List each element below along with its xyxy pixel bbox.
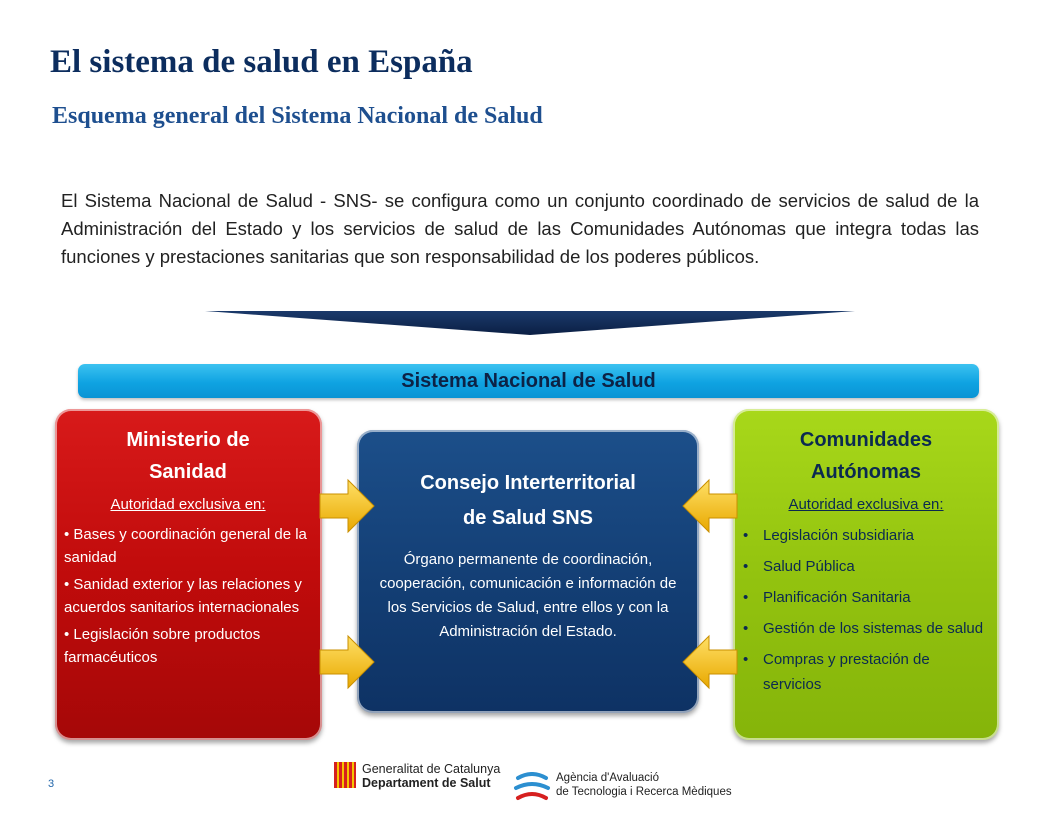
list-item: • Sanidad exterior y las relaciones y acuerdos sanitarios internacionales	[64, 576, 302, 616]
ministerio-list	[64, 523, 312, 669]
page-title: El sistema de salud en España	[50, 44, 473, 80]
list-item: • Compras y prestación de servicios	[743, 651, 930, 693]
consejo-description: Órgano permanente de coordinación, cooperación, comunicación e información de los Servicios de Salud, entre ellos y con la Administración del Estado.	[379, 551, 677, 640]
comunidades-box	[733, 409, 999, 740]
comunidades-list	[743, 523, 989, 697]
generalitat-text: Generalitat de Catalunya Departament de Salut	[362, 762, 501, 790]
ministerio-box	[55, 409, 322, 740]
consejo-title: Consejo Interterritorial de Salud SNS	[420, 472, 636, 529]
arrow-left-icon	[679, 632, 739, 692]
list-item: • Planificación Sanitaria	[743, 589, 911, 606]
list-item: • Legislación subsidiaria	[743, 527, 914, 544]
comunidades-title: Comunidades Autónomas	[799, 429, 933, 483]
comunidades-subheading: Autoridad exclusiva en:	[788, 496, 944, 513]
aquas-logo-icon	[512, 772, 552, 810]
aquas-text: Agència d'Avaluació de Tecnologia i Recerca Mèdiques	[556, 772, 732, 798]
page-subtitle: Esquema general del Sistema Nacional de Salud	[52, 103, 543, 129]
funnel-arrow	[205, 309, 855, 337]
list-item: • Salud Pública	[743, 558, 855, 575]
sns-bar: Sistema Nacional de Salud	[78, 364, 979, 398]
consejo-box	[357, 430, 699, 713]
list-item: • Legislación sobre productos farmacéuticos	[64, 626, 261, 666]
intro-paragraph: El Sistema Nacional de Salud - SNS- se configura como un conjunto coordinado de servicios de salud de la Administración del Estado y los servicios de salud de las Comunidades Autónomas que integra todas las funciones y prestaciones sanitarias que son responsabilidad de los poderes públicos.	[61, 190, 979, 267]
arrow-left-icon	[679, 476, 739, 536]
arrow-right-icon	[318, 476, 378, 536]
list-item: • Gestión de los sistemas de salud	[743, 620, 984, 637]
page-number: 3	[48, 778, 55, 790]
list-item: • Bases y coordinación general de la sanidad	[64, 526, 307, 566]
generalitat-logo-icon	[334, 762, 356, 788]
arrow-right-icon	[318, 632, 378, 692]
ministerio-title: Ministerio de Sanidad	[126, 429, 250, 483]
ministerio-subheading: Autoridad exclusiva en:	[110, 496, 266, 513]
